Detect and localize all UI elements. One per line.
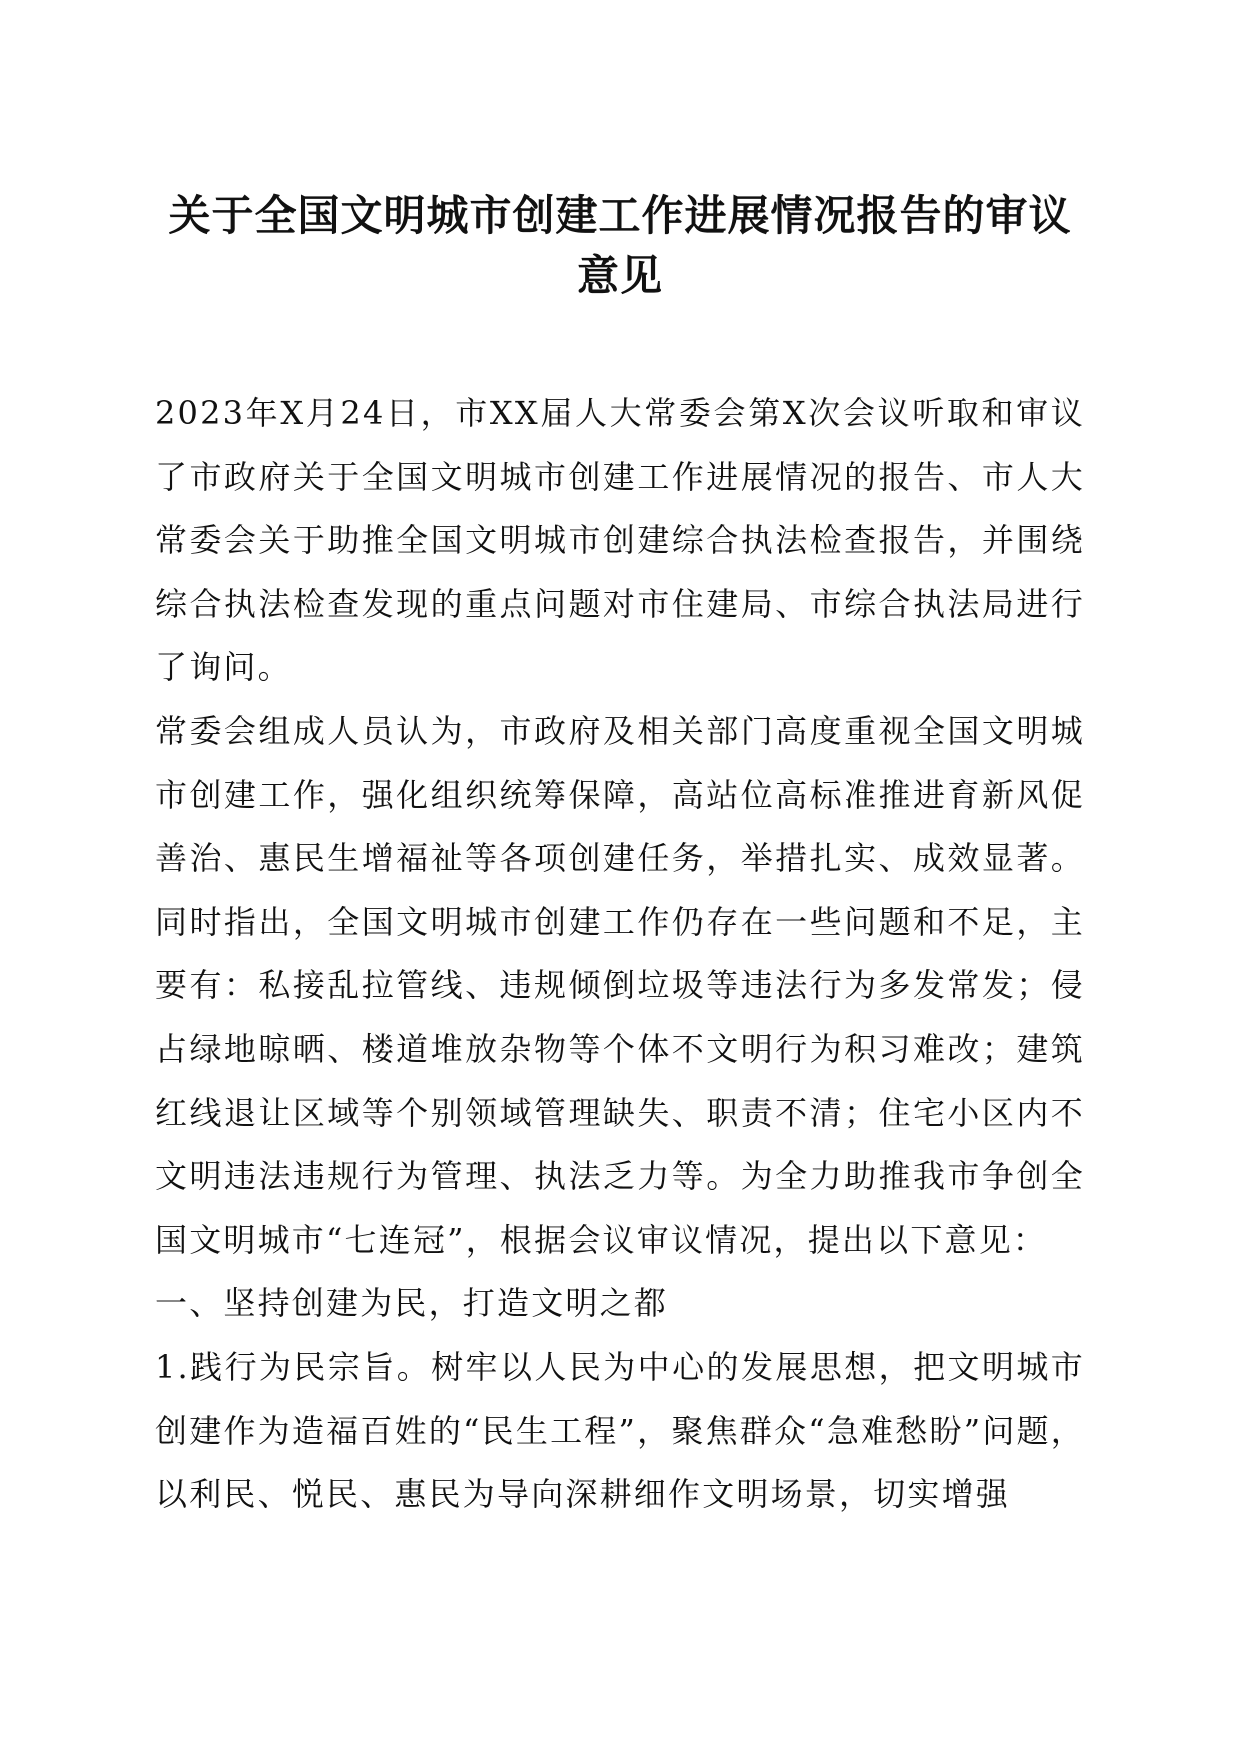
document-body [155,382,1085,1527]
paragraph-meeting-summary: 2023年X月24日，市XX届人大常委会第X次会议听取和审议了市政府关于全国文明城市创建工作进展情况的报告、市人大常委会关于助推全国文明城市创建综合执法检查报告，并围绕综合执法检查发现的重点问题对市住建局、市综合执法局进行了询问。 [155,394,1085,687]
paragraph-item-1: 1.践行为民宗旨。树牢以人民为中心的发展思想，把文明城市创建作为造福百姓的“民生工程”，聚焦群众“急难愁盼”问题，以利民、悦民、惠民为导向深耕细作文明场景，切实增强 [155,1347,1085,1514]
section-heading-1: 一、坚持创建为民，打造文明之都 [155,1284,669,1323]
paragraph-committee-opinion: 常委会组成人员认为，市政府及相关部门高度重视全国文明城市创建工作，强化组织统筹保障，高站位高标准推进育新风促善治、惠民生增福祉等各项创建任务，举措扎实、成效显著。同时指出，全国文明城市创建工作仍存在一些问题和不足，主要有：私接乱拉管线、违规倾倒垃圾等违法行为多发常发；侵占绿地晾晒、楼道堆放杂物等个体不文明行为积习难改；建筑红线退让区域等个别领域管理缺失、职责不清；住宅小区内不文明违法违规行为管理、执法乏力等。为全力助推我市争创全国文明城市“七连冠”，根据会议审议情况，提出以下意见： [155,711,1085,1259]
document-title: 关于全国文明城市创建工作进展情况报告的审议意见 [168,191,1072,300]
